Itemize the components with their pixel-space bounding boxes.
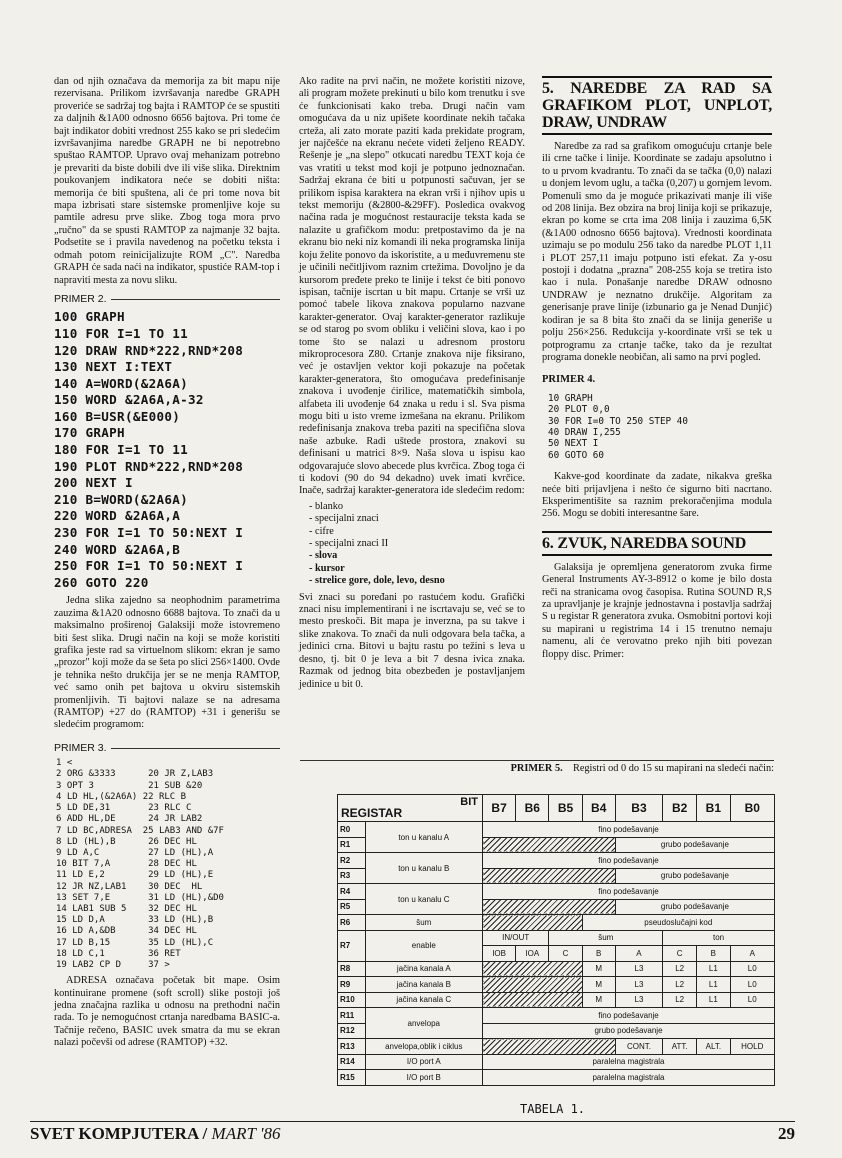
register-id: R9 [338,977,366,993]
list-item: - specijalni znaci II [309,538,389,550]
primer-5-caption [300,760,774,774]
register-cell: L1 [697,977,730,993]
charset-list [309,501,525,588]
register-cell: grubo podešavanje [615,837,774,853]
bit-b5-header: B5 [549,795,582,822]
register-cell: L1 [697,961,730,977]
list-item: - kursor [309,562,345,574]
footer-rule [30,1121,795,1122]
register-cell: L3 [615,992,662,1008]
register-cell: L3 [615,961,662,977]
register-header-cell [338,795,483,822]
unused-bits [483,1039,616,1055]
register-cell: B [697,946,730,962]
primer-3-heading [54,742,280,754]
register-desc: ton u kanalu C [365,884,482,915]
register-cell: šum [549,930,663,946]
register-cell: IN/OUT [483,930,549,946]
register-desc: I/O port A [365,1054,482,1070]
register-cell: fino podešavanje [483,1008,775,1024]
register-id: R11 [338,1008,366,1024]
register-desc: anvelopa,oblik i ciklus [365,1039,482,1055]
register-cell: paralelna magistrala [483,1070,775,1086]
register-id: R6 [338,915,366,931]
register-cell: IOB [483,946,516,962]
unused-bits [483,899,616,915]
unused-bits [483,992,583,1008]
primer-4-label: PRIMER 4. [542,374,596,386]
primer-2-heading [54,293,280,305]
register-id: R2 [338,853,366,869]
article-paragraph: Svi znaci su poređani po rastućem kodu. Grafički znaci nisu implementirani i ne iscrtavaju se, već se to mesto preskoči. Bit mapa je inverzna, pa su takve i slike znakova. To znači da nuli odgovara bela tačka, a jedinici crna. Bitovi u bajtu rastu po težini s leva u desno, tj. bit 0 je leva a bit 7 desna ivica znaka. Razmak od jednog bita obezbeđen je postavljanjem jedinice u bit 0. [299,591,525,690]
register-cell: L0 [730,992,774,1008]
register-cell: C [549,946,582,962]
list-item: - cifre [309,525,334,537]
list-item: - slova [309,550,338,562]
issue-date: MART '86 [211,1124,281,1143]
register-cell: HOLD [730,1039,774,1055]
register-id: R14 [338,1054,366,1070]
register-cell: L1 [697,992,730,1008]
register-cell: ATT. [663,1039,697,1055]
article-paragraph: Galaksija je opremljena generatorom zvuka firme General Instruments AY-3-8912 o kome je bilo dosta reči na stranicama ovog časopisa. Rutina SOUND R,S za upravljanje je krajnje jednostavna i postavlja sadržaj S u registar R generatora zvuka. Osmobitni portovi koji su mapirani u registrima 14 i 15 trenutno nemaju namenu, ali će verovatno preko njih biti povezan floppy disc. Primer: [542,561,772,660]
bit-b7-header: B7 [483,795,516,822]
bit-b6-header: B6 [516,795,549,822]
register-cell: B [582,946,615,962]
primer-2-label: PRIMER 2. [54,292,107,305]
register-cell: pseudoslučajni kod [582,915,774,931]
register-header: REGISTAR [341,806,403,820]
register-cell: grubo podešavanje [483,1023,775,1039]
register-id: R12 [338,1023,366,1039]
register-id: R3 [338,868,366,884]
primer-2-code: 100 GRAPH 110 FOR I=1 TO 11 120 DRAW RND*222,RND*208 130 NEXT I:TEXT 140 A=WORD(&2A6A) 150 WORD &2A6A,A-32 160 B=USR(&E000) 170 GRAPH 180 FOR I=1 TO 11 190 PLOT RND*222,RND*208 200 NEXT I 210 B=WORD(&2A6A) 220 WORD &2A6A,A 230 FOR I=1 TO 50:NEXT I 240 WORD &2A6A,B 250 FOR I=1 TO 50:NEXT I 260 GOTO 220 [54,309,244,590]
register-cell: M [582,961,615,977]
register-desc: jačina kanala C [365,992,482,1008]
register-cell: L3 [615,977,662,993]
article-paragraph: ADRESA označava početak bit mape. Osim kontinuirane promene (soft scroll) slike postoji još jedna značajna razlika u odnosu na prethodni način rada. To je nemogućnost crtanja naredbama BASIC-a. Tačnije rečeno, BASIC uvek smatra da mu se ekran nalazi počevši od adrese (RAMTOP) +32. [54,975,280,1049]
list-item: - specijalni znaci [309,513,379,525]
unused-bits [483,868,616,884]
article-paragraph: Kakve-god koordinate da zadate, nikakva greška neće biti prijavljena i nešto će sigurno biti nacrtano. Eksperimentišite sa raznim prekoračenjima modula 256. Mogu se dobiti interesantne šare. [542,471,772,520]
article-paragraph: Jedna slika zajedno sa neophodnim parametrima zauzima &1A20 odnosno 6688 bajtova. To znači da u maksimalno proširenoj Galaksiji može istovremeno biti šest slika. Drugi način na koji se može koristiti grafika jeste rad sa virtuelnom slikom: ekran je samo „prozor" koji može da se šeta po slici 256×1400. Ovde je tehnika nešto drukčija jer se ne menja RAMTOP, već samo onih pet bajtova u okviru sistemskih promenljivih. Ti bajtovi nalaze se na adresama (RAMTOP) +27 do (RAMTOP) +31 i generišu se sledećim programom: [54,595,280,731]
unused-bits [483,961,583,977]
list-item: - strelice gore, dole, levo, desno [309,575,445,587]
register-cell: CONT. [615,1039,662,1055]
primer-4-code: 10 GRAPH 20 PLOT 0,0 30 FOR I=0 TO 250 STEP 40 40 DRAW I,255 50 NEXT I 60 GOTO 60 [548,392,688,461]
register-desc: enable [365,930,482,961]
register-id: R1 [338,837,366,853]
register-desc: jačina kanala B [365,977,482,993]
register-cell: A [730,946,774,962]
magazine-title: SVET KOMPJUTERA / [30,1124,208,1143]
register-cell: L0 [730,961,774,977]
primer-4-heading [542,374,772,386]
register-id: R8 [338,961,366,977]
register-cell: L0 [730,977,774,993]
register-cell: grubo podešavanje [615,868,774,884]
register-id: R13 [338,1039,366,1055]
section-6-title: 6. ZVUK, NAREDBA SOUND [542,531,772,556]
article-paragraph: dan od njih označava da memorija za bit mapu nije rezervisana. Prilikom izvršavanja naredbe GRAPH proveriće se sadržaj tog bajta i RAMTOP će se spustiti za daljnih &1A00 odnosno 6656 bajtova. Pri tome će bajt indikator dobiti vrednost 255 kako se pri sledećim izvršavanjima naredbe GRAPH ne bi nepotrebno spuštao RAMTOP. Upravo ovaj mehanizam potrebno je prevariti da biste dobili dve ili više slika. Direktnim poukovanjem indikatora neće se dobiti ništa: memorija će biti spuštena, ali će pri tome nova bit mapa izbrisati stare sistemske promenljive koje su pamtile adresu prve slike. Zbog toga mora prvo „ručno" da se spusti RAMTOP za najmanje 32 bajta. Podsetite se i pravila navedenog na početku teksta i odmah potom reinicijalizujte ROM „C". Naredba GRAPH će sada naći na indikator, spustiće RAM-top i napraviti mesta za novu sliku. [54,76,280,286]
column-1 [54,76,280,1053]
register-id: R10 [338,992,366,1008]
footer [30,1124,795,1144]
register-desc: ton u kanalu A [365,822,482,853]
register-cell: M [582,977,615,993]
register-id: R7 [338,930,366,961]
bit-b3-header: B3 [615,795,662,822]
list-item: - blanko [309,500,344,512]
register-table [337,794,775,1086]
register-cell: fino podešavanje [483,822,775,838]
register-cell: ALT. [697,1039,730,1055]
register-desc: jačina kanala A [365,961,482,977]
section-5-title: 5. NAREDBE ZA RAD SA GRAFIKOM PLOT, UNPLOT, DRAW, UNDRAW [542,76,772,135]
register-id: R15 [338,1070,366,1086]
register-desc: I/O port B [365,1070,482,1086]
register-id: R4 [338,884,366,900]
register-cell: C [663,946,697,962]
register-cell: fino podešavanje [483,853,775,869]
column-2 [299,76,525,694]
unused-bits [483,837,616,853]
register-cell: L2 [663,961,697,977]
article-paragraph: Naredbe za rad sa grafikom omogućuju crtanje bele ili crne tačke i linije. Koordinate se zadaju apsolutno i to u prvom kvadrantu. To znači da se tačka (0,0) nalazi u donjem levom uglu, a tačka (0,207) u gornjem levom. Pomenuli smo da je moguće prikazivati manje ili više od 208 linija. Bez obzira na broj linija koji se prikazuje, ekran po kome se crta ima 208 linija i zauzima 6,5K (&1A00 odnosno 6656 bajtova). Vrednosti koordinata uzimaju se po modulu 256 tako da naredbe PLOT 1,11 i PLOT 257,11 imaju potpuno isti efekat. Za y-osu postoji i dodatna „prazna" 208-255 koja se tretira isto kao i nula. Ponašanje naredbe DRAW odnosno UNDRAW je neznatno drukčije. Algoritam za generisanje prave linije (izbunario ga je Nenad Dunjić) kodiran je sa 8 bita što znači da se linija generiše u polju 256×256. Redukcija y-koordinate vrši se tek u potprogramu za crtanje tačke, tako da je rezultat programa donekle neobičan, ali samo na prvi pogled. [542,141,772,363]
article-paragraph: Ako radite na prvi način, ne možete koristiti nizove, ali program možete prekinuti u bilo kom trenutku i sve će funkcionisati kako treba. Drugi način vam omogućava da u niz upišete koordinate nekih tačaka crteža, ali zato morate paziti kada prekidate program, jer najčešće na ekranu nećete videti željeno READY. Rešenje je „na slepo" otkucati naredbu TEXT koja će vas vratiti u tekst mod koji je potpuno jednoznačan. Sadržaj ekrana će biti u potpunosti sačuvan, jer se prilikom ispisa karaktera na ekran vrši i njihov upis u tekst memoriju (&2800-&29FF). Posledica ovakvog načina rada je mogućnost restauracije teksta kada se nalazite u grafičkom modu: pretpostavimo da je na ekranu bio neki niz komandi ili neka programska linija koju želite ponovo da iskoristite, a u međuvremenu ste je učinili nečitljivom raznim crtežima. Dovoljno je da kursorom pređete preko te linije i tekst će biti ponovo ispisan, tačnije iscrtan u bit mapu. Crtanje se vrši uz pomoć tabele likova znakova popularno nazvane karakter-generator. Ovaj karakter-generator razlikuje se od starog po svom obliku i veličini slova, kao i po tome što se nalazi u adresnom prostoru mikroprocesora Z80. Crtanje znakova nije fiksirano, već je ostavljen vektor koji pokazuje na početak karakter-generatora, što omogućava predefinisanje znakova i uvođenje ćirilice, matematičkih simbola, alfabeta ili uvođenje 64 znaka u redu i sl. Sva pisma mogu biti u isto vreme izmešana na ekranu. Prilikom redefinisanja znakova treba paziti na specifična slova naše azbuke. Radi uštede prostora, znakovi su definisani u matrici 8×9. Naša slova u ispisu kao odgovarajuće slovo abecede plus kvrčica. Zbog toga ći ti kodovi (90 do 94 dekadno) uvek imati kvrčice. Inače, sadržaj karakter-generatora ide sledećim redom: [299,76,525,497]
bit-b2-header: B2 [663,795,697,822]
column-3 [542,76,772,664]
register-desc: ton u kanalu B [365,853,482,884]
register-cell: A [615,946,662,962]
page-number: 29 [778,1124,795,1143]
register-cell: ton [663,930,775,946]
bit-b0-header: B0 [730,795,774,822]
bit-b1-header: B1 [697,795,730,822]
unused-bits [483,977,583,993]
register-cell: grubo podešavanje [615,899,774,915]
table-caption: TABELA 1. [520,1102,586,1116]
register-cell: fino podešavanje [483,884,775,900]
register-cell: IOA [516,946,549,962]
register-desc: šum [365,915,482,931]
primer-5-label: PRIMER 5. [510,763,563,774]
bit-header: BIT [460,796,478,808]
register-id: R5 [338,899,366,915]
primer-3-label: PRIMER 3. [54,741,107,754]
register-desc: anvelopa [365,1008,482,1039]
register-id: R0 [338,822,366,838]
register-cell: M [582,992,615,1008]
register-cell: L2 [663,977,697,993]
unused-bits [483,915,583,931]
register-cell: L2 [663,992,697,1008]
primer-5-text: Registri od 0 do 15 su mapirani na sledeći način: [572,763,774,774]
register-cell: paralelna magistrala [483,1054,775,1070]
primer-3-code: 1 < 2 ORG &3333 20 JR Z,LAB3 3 OPT 3 21 SUB &20 4 LD HL,(&2A6A) 22 RLC B 5 LD DE,31 23 RLC C 6 ADD HL,DE 24 JR LAB2 7 LD BC,ADRESA 25 LAB3 AND &7F 8 LD (HL),B 26 DEC HL 9 LD A,C 27 LD (HL),A 10 BIT 7,A 28 DEC HL 11 LD E,2 29 LD (HL),E 12 JR NZ,LAB1 30 DEC HL 13 SET 7,E 31 LD (HL),&D0 14 LAB1 SUB 5 32 DEC HL 15 LD D,A 33 LD (HL),B 16 LD A,&DB 34 DEC HL 17 LD B,15 35 LD (HL),C 18 LD C,1 36 RET 19 LAB2 CP D 37 > [56,758,224,970]
bit-b4-header: B4 [582,795,615,822]
